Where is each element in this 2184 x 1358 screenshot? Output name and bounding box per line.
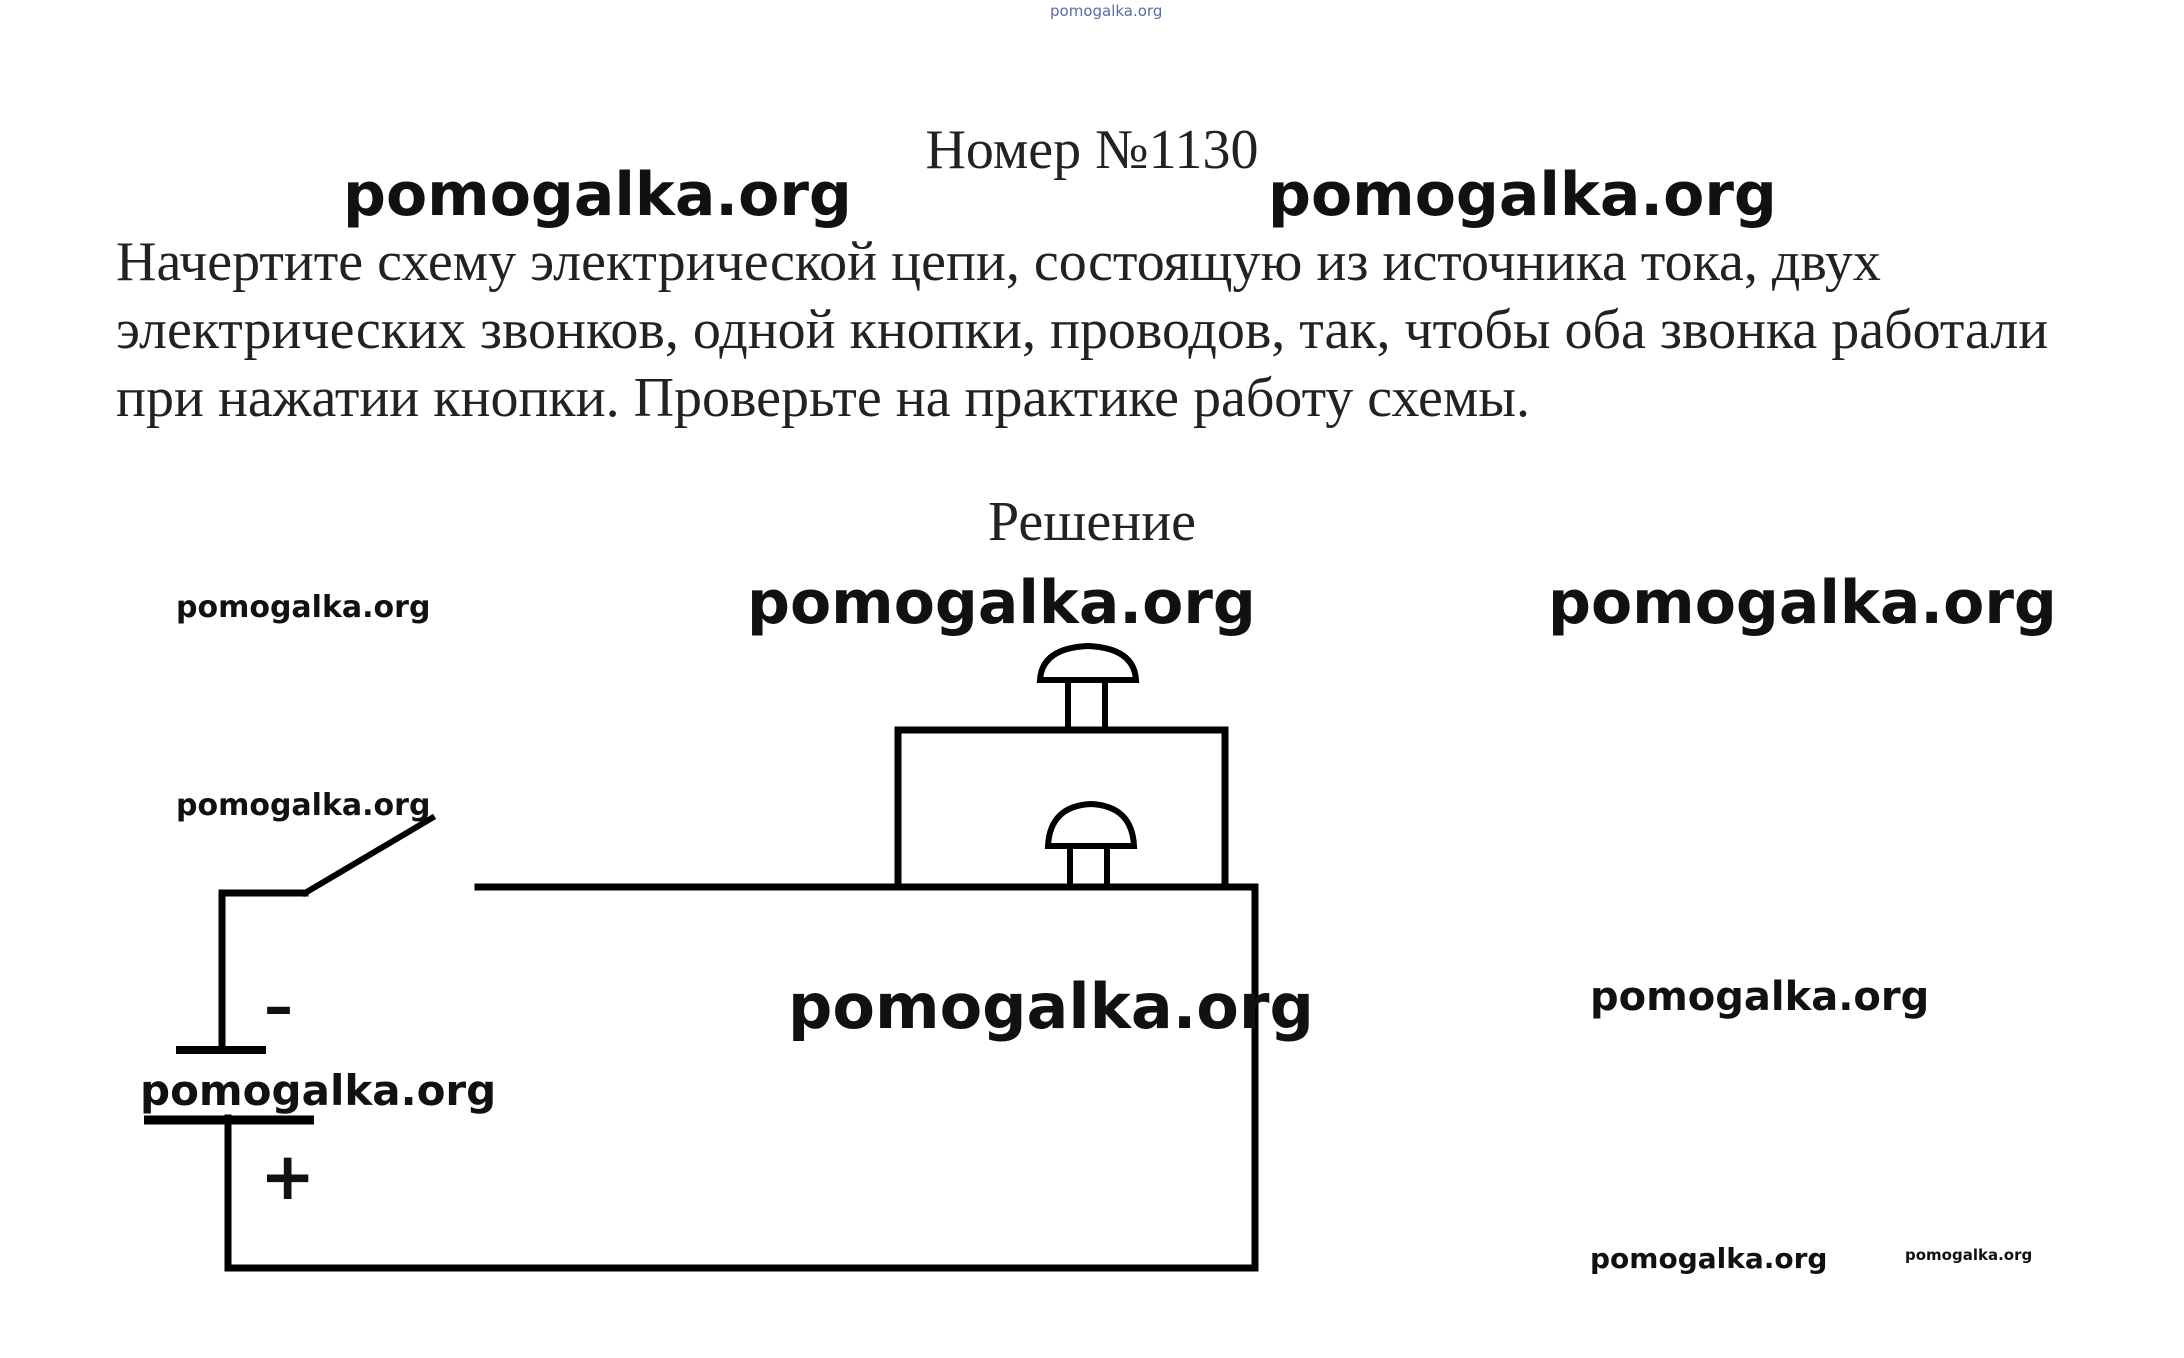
watermark-7: pomogalka.org [788, 970, 1314, 1043]
plus-sign: + [260, 1138, 316, 1215]
problem-title: Номер №1130 [925, 119, 1259, 181]
task-text: Начертите схему электрической цепи, состоящую из источника тока, двух электрических звонков, одной кнопки, проводов, так, чтобы оба звонка работали при нажатии кнопки. Проверьте на практике работу схемы. [116, 231, 2049, 429]
solution-label: Решение [987, 491, 1197, 553]
minus-sign: – [264, 972, 293, 1040]
watermark-8: pomogalka.org [1590, 974, 1930, 1020]
watermark-5: pomogalka.org [1548, 568, 2057, 638]
bell-icon-1 [1040, 646, 1136, 730]
watermark-4: pomogalka.org [747, 568, 1256, 638]
watermark-3: pomogalka.org [176, 590, 431, 625]
watermark-9: pomogalka.org [140, 1066, 497, 1115]
bell-icon-2 [1048, 804, 1134, 887]
watermark-top: pomogalka.org [1050, 2, 1163, 20]
watermark-6: pomogalka.org [176, 788, 431, 823]
watermark-2: pomogalka.org [1268, 160, 1777, 230]
watermark-1: pomogalka.org [343, 160, 852, 230]
switch-lever [305, 818, 432, 893]
bell-box [898, 730, 1225, 887]
watermark-11: pomogalka.org [1905, 1246, 2033, 1264]
watermark-10: pomogalka.org [1590, 1242, 1828, 1275]
